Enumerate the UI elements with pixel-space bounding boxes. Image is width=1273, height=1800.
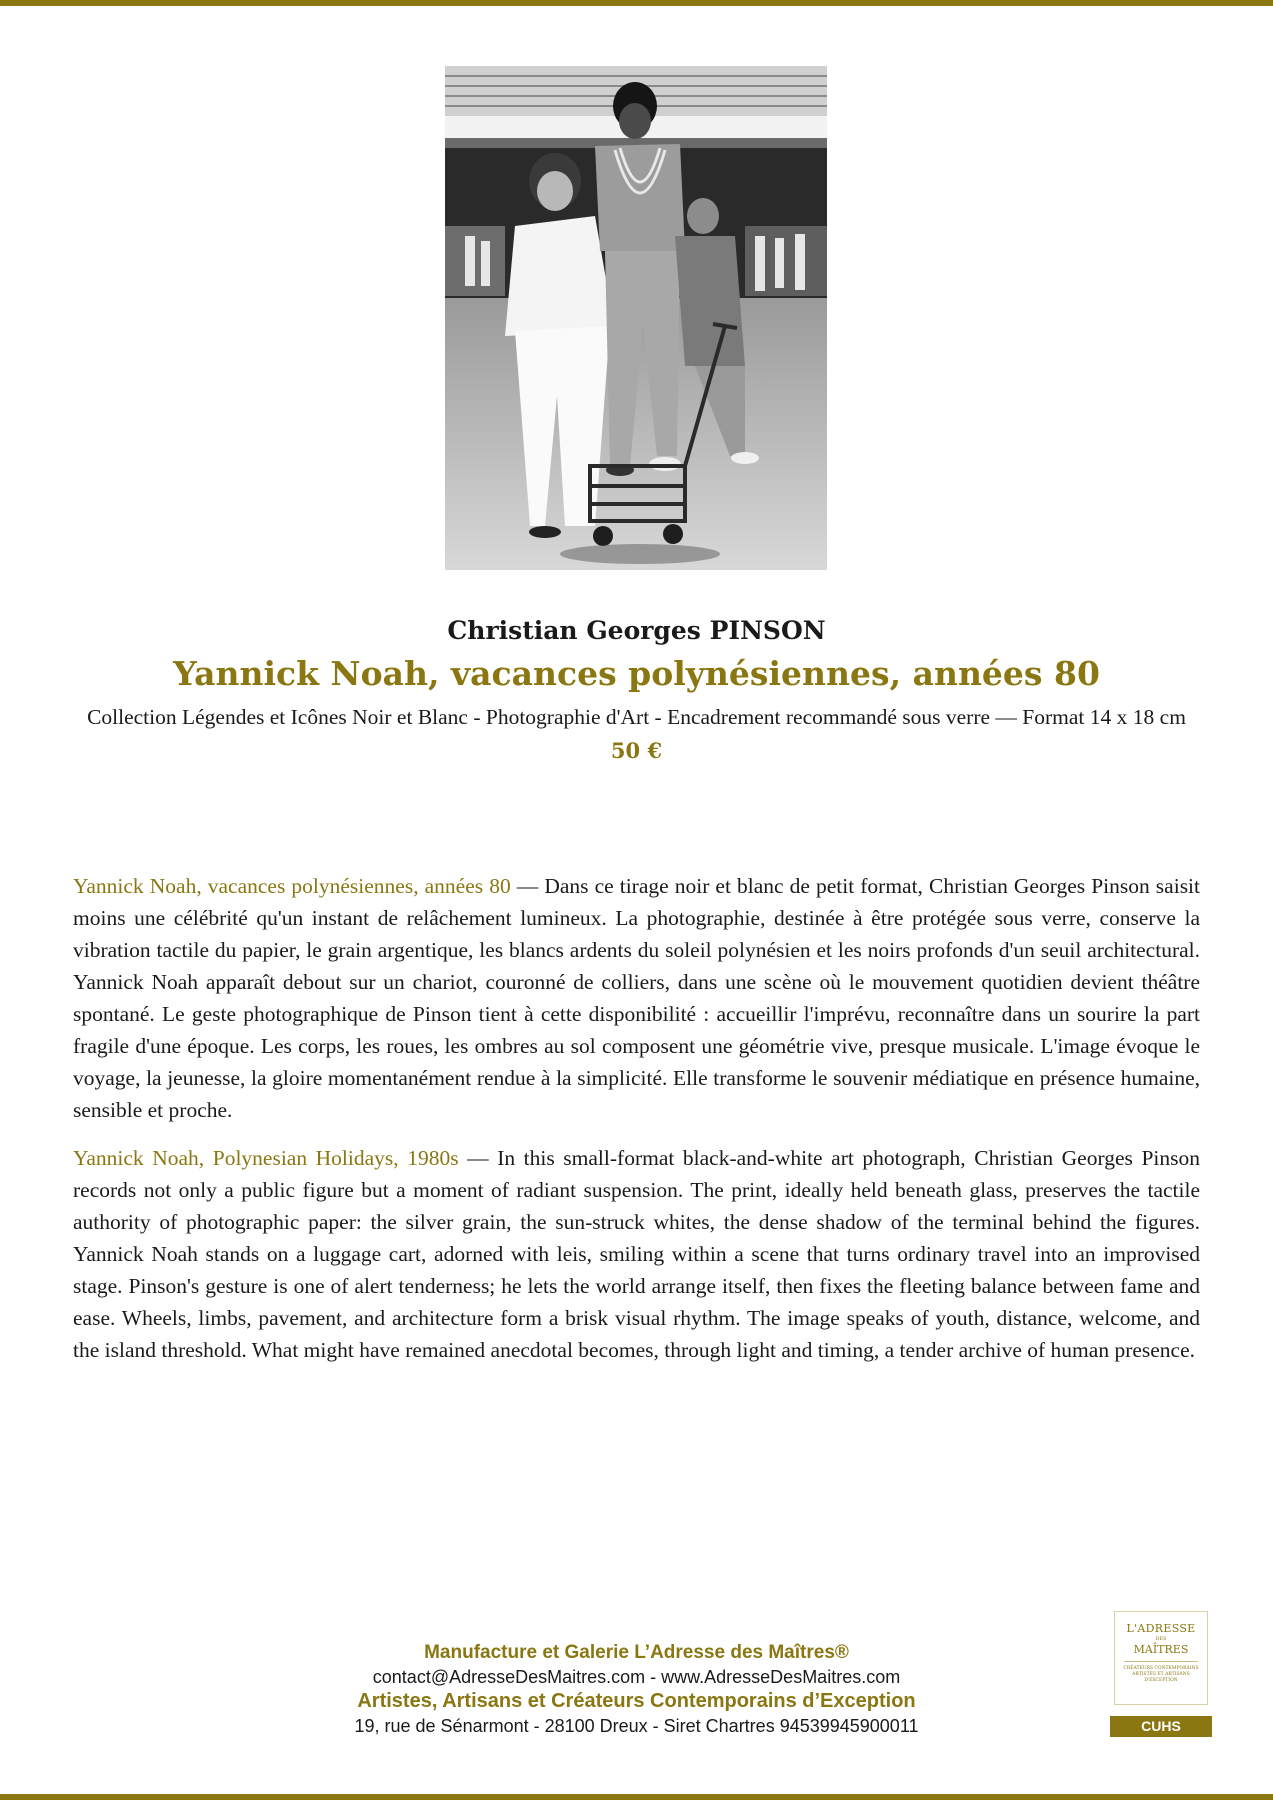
artwork-subtitle: Collection Légendes et Icônes Noir et Blanc - Photographie d'Art - Encadrement recommandé sous verre — Format 14 x 18 cm: [87, 705, 1186, 729]
top-rule: [0, 0, 1273, 6]
artwork-title: Yannick Noah, vacances polynésiennes, années 80: [173, 654, 1100, 693]
bottom-rule: [0, 1794, 1273, 1800]
description-fr-text: — Dans ce tirage noir et blanc de petit format, Christian Georges Pinson saisit moins une célébrité qu'un instant de relâchement lumineux. La photographie, destinée à être protégée sous verre, conserve la vibration tactile du papier, le grain argentique, les blancs ardents du soleil polynésien et les noirs profonds d'un seuil architectural. Yannick Noah apparaît debout sur un chariot, couronné de colliers, dans une scène où le mouvement quotidien devient théâtre spontané. Le geste photographique de Pinson tient à cette disponibilité : accueillir l'imprévu, reconnaître dans un sourire la part fragile d'une époque. Les corps, les roues, les ombres au sol composent une géométrie vive, presque musicale. L'image évoque le voyage, la jeunesse, la gloire momentanément rendue à la simplicité. Elle transforme le souvenir médiatique en présence humaine, sensible et proche.: [73, 874, 1201, 1122]
description-fr-lead: Yannick Noah, vacances polynésiennes, années 80: [73, 874, 511, 898]
footer: [240, 1640, 1033, 1738]
gallery-logo: [1114, 1611, 1208, 1705]
footer-contact: contact@AdresseDesMaitres.com - www.AdresseDesMaitres.com: [372, 1667, 901, 1687]
logo-line-3: MAÎTRES: [1133, 1643, 1189, 1656]
logo-badge: CUHS: [1110, 1716, 1212, 1737]
logo-line-4: CRÉATEURS CONTEMPORAINS ARTISTES ET ARTISANS D'EXCEPTION: [1123, 1666, 1199, 1683]
logo-divider: [1124, 1661, 1198, 1662]
artwork-header: [60, 613, 1213, 767]
footer-tagline: Artistes, Artisans et Créateurs Contemporains d’Exception: [357, 1690, 916, 1712]
description-en-lead: Yannick Noah, Polynesian Holidays, 1980s: [73, 1146, 459, 1170]
description-en-text: — In this small-format black-and-white art photograph, Christian Georges Pinson records not only a public figure but a moment of radiant suspension. The print, ideally held beneath glass, preserves the tactile authority of photographic paper: the silver grain, the sun-struck whites, the dense shadow of the terminal behind the figures. Yannick Noah stands on a luggage cart, adorned with leis, smiling within a scene that turns ordinary travel into an improvised stage. Pinson's gesture is one of alert tenderness; he lets the world arrange itself, then fixes the fleeting balance between fame and ease. Wheels, limbs, pavement, and architecture form a brisk visual rhythm. The image speaks of youth, distance, welcome, and the island threshold. What might have remained anecdotal becomes, through light and timing, a tender archive of human presence.: [73, 1146, 1200, 1362]
footer-gallery: Manufacture et Galerie L’Adresse des Maîtres®: [424, 1642, 849, 1663]
footer-address: 19, rue de Sénarmont - 28100 Dreux - Siret Chartres 94539945900011: [354, 1716, 919, 1736]
artwork-price: 50 €: [610, 738, 663, 763]
logo-line-1: L'ADRESSE: [1126, 1622, 1196, 1635]
description-fr: [73, 870, 1200, 1126]
artwork-photo: [445, 66, 827, 570]
artist-name: Christian Georges PINSON: [447, 616, 826, 645]
description-en: [73, 1142, 1200, 1366]
description: [73, 870, 1200, 1382]
logo-line-2: DES: [1155, 1636, 1167, 1642]
